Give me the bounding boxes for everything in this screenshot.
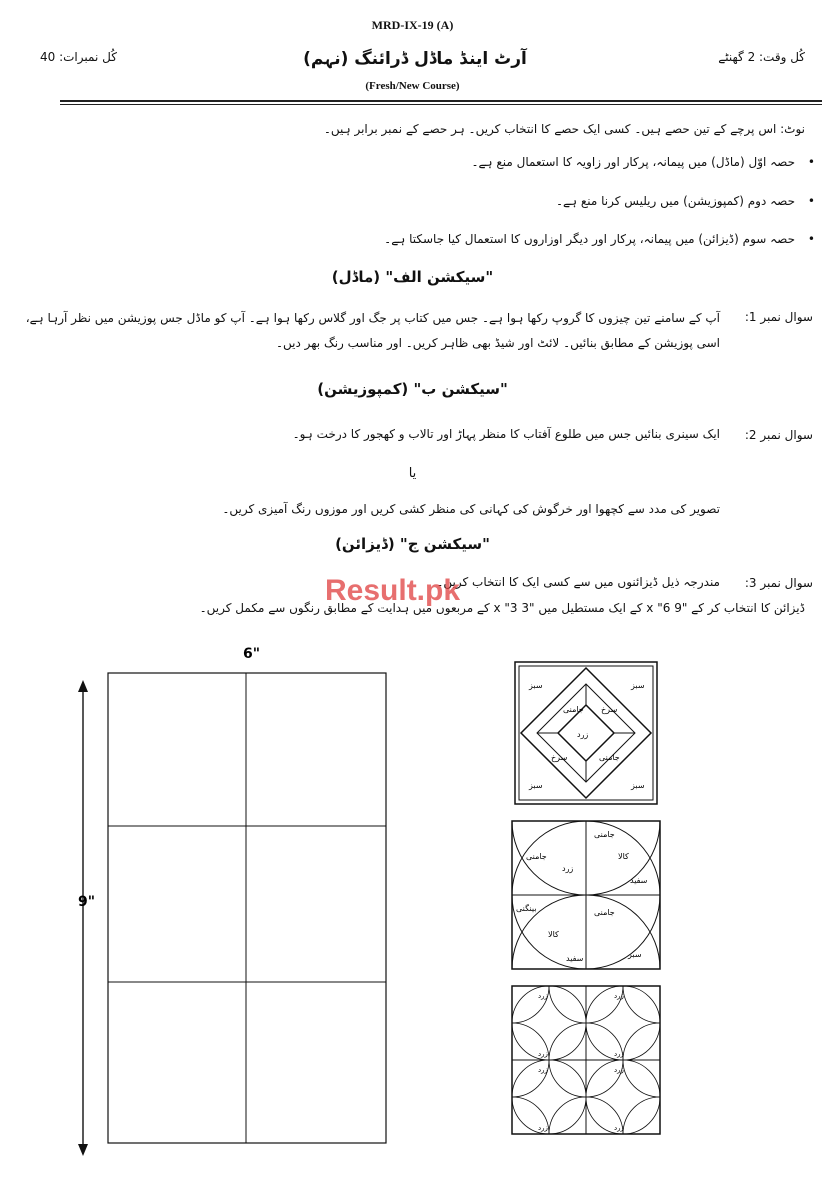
design-color-label: جامنی	[599, 753, 620, 762]
total-marks: کُل نمبرات: 40	[40, 50, 117, 64]
question-3-text-2: ڈیزائن کا انتخاب کر کے "9 x "6 کے ایک مستطیل میں "3 x "3 کے مربعوں میں ہدایت کے مطابق رنگوں سے مکمل کریں۔	[199, 601, 805, 615]
design-color-label: زرد	[538, 1050, 548, 1058]
design-color-label: زرد	[562, 864, 574, 873]
design-color-label: جامنی	[563, 705, 584, 714]
design-color-label: سبز	[628, 950, 642, 959]
design-color-label: کالا	[618, 852, 629, 861]
section-b-heading: "سیکشن ب" (کمپوزیشن)	[317, 380, 508, 398]
layout-grid	[60, 640, 400, 1180]
question-2-label: سوال نمبر 2:	[744, 428, 813, 442]
design-color-label: زرد	[577, 730, 589, 739]
design-color-label: زرد	[614, 992, 624, 1000]
question-3-text-1: مندرجہ ذیل ڈیزائنوں میں سے کسی ایک کا انتخاب کریں۔	[436, 575, 720, 589]
width-label: 6"	[243, 646, 261, 662]
instructions-note: نوٹ: اس پرچے کے تین حصے ہیں۔ کسی ایک حصے کا انتخاب کریں۔ ہر حصے کے نمبر برابر ہیں۔	[323, 122, 805, 136]
design-color-label: کالا	[548, 930, 559, 939]
design-color-label: سبز	[529, 781, 543, 790]
section-c-heading: "سیکشن ج" (ڈیزائن)	[335, 535, 490, 553]
arrow-head-up	[78, 680, 88, 692]
page-title: آرٹ اینڈ ماڈل ڈرائنگ (نہم)	[303, 49, 527, 69]
question-2-alt-text: تصویر کی مدد سے کچھوا اور خرگوش کی کہانی کی منظر کشی کریں اور موزوں رنگ آمیزی کریں۔	[222, 502, 720, 516]
question-1-label: سوال نمبر 1:	[744, 310, 813, 324]
course-label: (Fresh/New Course)	[365, 80, 460, 92]
watermark: Result.pk	[325, 574, 461, 607]
paper-code: MRD-IX-19 (A)	[371, 18, 454, 32]
height-label: 9"	[78, 894, 96, 910]
design-color-label: جامنی	[594, 908, 615, 917]
question-2-text: ایک سینری بنائیں جس میں طلوع آفتاب کا منظر پہاڑ اور تالاب و کھجور کا درخت ہو۔	[292, 427, 720, 441]
design-color-label: سبز	[631, 781, 645, 790]
section-a-heading: "سیکشن الف" (ماڈل)	[331, 268, 494, 286]
design-color-label: زرد	[614, 1124, 624, 1132]
design-color-label: زرد	[538, 1066, 548, 1074]
instruction-item: • حصہ دوم (کمپوزیشن) میں ریلیس کرنا منع ہے۔	[95, 194, 795, 208]
question-1-text: آپ کے سامنے تین چیزوں کا گروپ رکھا ہوا ہے۔ جس میں کتاب پر جگ اور گلاس رکھا ہوا ہے۔ آپ کو ماڈل جس پوزیشن میں نظر آرہا ہے، اسی پوزیشن کے مطابق بنائیں۔ لائٹ اور شیڈ بھی ظاہر کریں۔ اور مناسب رنگ بھر دیں۔	[25, 311, 720, 350]
design-color-label: بینگنی	[516, 904, 537, 913]
design-color-label: جامنی	[526, 852, 547, 861]
design-color-label: زرد	[614, 1050, 624, 1058]
design-color-label: زرد	[538, 992, 548, 1000]
design-color-label: زرد	[614, 1066, 624, 1074]
or-label: یا	[408, 466, 417, 481]
arrow-head-down	[78, 1144, 88, 1156]
design-3-circles	[510, 984, 662, 1136]
instruction-item: • حصہ سوم (ڈیزائن) میں پیمانہ، پرکار اور دیگر اوزاروں کا استعمال کیا جاسکتا ہے۔	[95, 232, 795, 246]
design-color-label: سبز	[631, 681, 645, 690]
design-color-label: سرخ	[601, 705, 618, 714]
design-1-diamond	[513, 660, 659, 806]
header-divider	[60, 100, 822, 102]
header-divider-thin	[60, 104, 822, 105]
design-color-label: جامنی	[594, 830, 615, 839]
grid-frame	[108, 673, 386, 1143]
design-color-label: سفید	[630, 876, 648, 885]
design-2-arcs	[510, 819, 662, 971]
instruction-item: • حصہ اوّل (ماڈل) میں پیمانہ، پرکار اور زاویہ کا استعمال منع ہے۔	[95, 155, 795, 169]
design-color-label: زرد	[538, 1124, 548, 1132]
question-3-label: سوال نمبر 3:	[744, 576, 813, 590]
design-color-label: سرخ	[551, 753, 568, 762]
design-color-label: سفید	[566, 954, 584, 963]
total-time: کُل وقت: 2 گھنٹے	[718, 50, 805, 64]
design-color-label: سبز	[529, 681, 543, 690]
